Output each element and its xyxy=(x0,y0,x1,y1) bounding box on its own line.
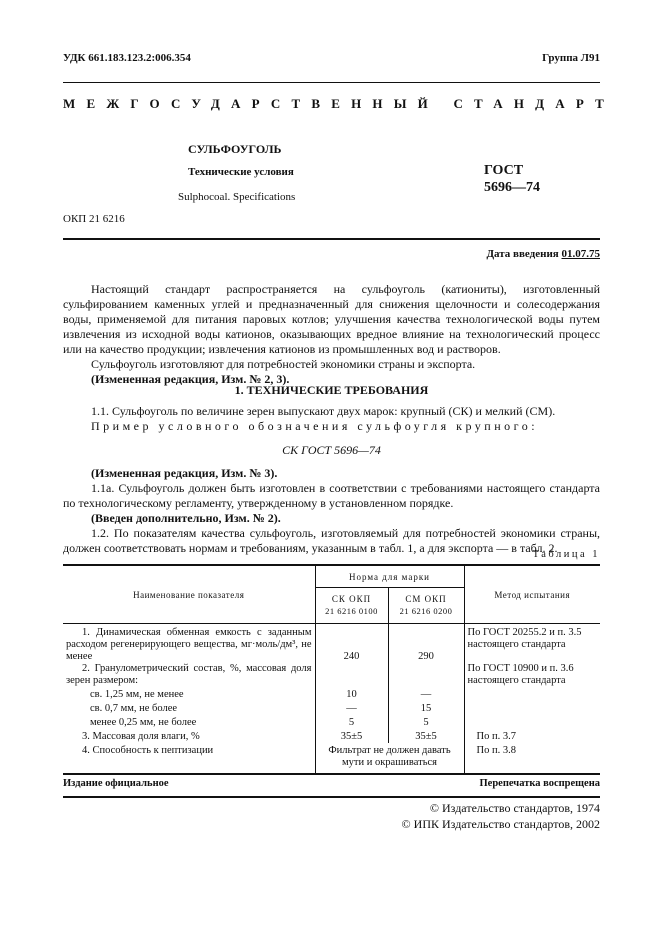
group-code: Группа Л91 xyxy=(542,52,600,64)
row-2-sm xyxy=(388,663,464,687)
row-6-sm: 35±5 xyxy=(388,729,464,743)
row-2-method: По ГОСТ 10900 и п. 3.6 настоящего стандарта xyxy=(464,663,600,687)
table-row xyxy=(63,663,600,687)
row-6-method: По п. 3.7 xyxy=(464,729,600,743)
col-header-norm: Норма для марки xyxy=(315,565,464,588)
standard-title-english: Sulphocoal. Specifications xyxy=(178,191,296,203)
designation-example: СК ГОСТ 5696—74 xyxy=(282,443,381,457)
row-3-sm: — xyxy=(388,687,464,701)
row-2-name: 2. Гранулометрический состав, %, массовая доля зерен размером: xyxy=(66,663,312,686)
table-row xyxy=(63,701,600,715)
col-header-sk xyxy=(315,588,388,624)
col-header-sm-code: 21 6216 0200 xyxy=(399,606,453,616)
row-3-method xyxy=(464,687,600,701)
table-caption: Таблица 1 xyxy=(532,549,600,560)
intro-date xyxy=(486,248,600,260)
table-row xyxy=(63,715,600,729)
okp-code: ОКП 21 6216 xyxy=(63,213,125,225)
clause-1-1: 1.1. Сульфоуголь по величине зерен выпускают двух марок: крупный (СК) и мелкий (СМ). xyxy=(91,404,556,418)
title-divider xyxy=(63,238,600,240)
row-4-sm: 15 xyxy=(388,701,464,715)
standard-title: СУЛЬФОУГОЛЬ xyxy=(188,142,282,156)
copyright-1974: © Издательство стандартов, 1974 xyxy=(429,801,600,815)
row-6-sk: 35±5 xyxy=(315,729,388,743)
row-3-name: св. 1,25 мм, не менее xyxy=(90,689,184,700)
gost-number: 5696—74 xyxy=(484,180,540,195)
section-body xyxy=(63,404,600,556)
row-4-sk: — xyxy=(315,701,388,715)
intro-text xyxy=(63,282,600,387)
intro-date-value: 01.07.75 xyxy=(561,248,600,260)
official-edition: Издание официальное xyxy=(63,778,169,789)
row-7-merged: Фильтрат не должен давать мути и окрашиваться xyxy=(315,743,464,774)
row-5-sm: 5 xyxy=(388,715,464,729)
intro-paragraph-export: Сульфоуголь изготовляют для потребностей экономики страны и экспорта. xyxy=(91,357,476,371)
row-7-name: 4. Способность к пептизации xyxy=(82,745,214,756)
intro-paragraph: Настоящий стандарт распространяется на сульфоуголь (катиониты), изготовленный сульфированием каменных углей и предназначенный для снижения щелочности и солесодержания воды, применяемой для питания паровых котлов; улучшения качества технологической воды путем извлечения из исходной воды катионов, оказывающих вредное влияние на технологический процесс или на качество продукции; извлечения катионов из промышленных вод и растворов. xyxy=(63,282,600,356)
intro-amendment-note: (Измененная редакция, Изм. № 2, 3). xyxy=(91,372,290,386)
col-header-sm-label: СМ ОКП xyxy=(405,594,447,604)
intro-date-label: Дата введения xyxy=(486,248,559,260)
col-header-method: Метод испытания xyxy=(464,565,600,624)
clause-1-1-example: Пример условного обозначения сульфоугля крупного: xyxy=(91,419,539,433)
row-1-sk: 240 xyxy=(315,624,388,664)
top-divider xyxy=(63,82,600,83)
copyright-2002: © ИПК Издательство стандартов, 2002 xyxy=(401,817,600,831)
row-1-method: По ГОСТ 20255.2 и п. 3.5 настоящего стандарта xyxy=(464,624,600,664)
row-5-name: менее 0,25 мм, не более xyxy=(90,717,197,728)
col-header-sm xyxy=(388,588,464,624)
spec-table xyxy=(63,564,600,775)
footer-divider xyxy=(63,796,600,798)
row-5-sk: 5 xyxy=(315,715,388,729)
udk-code: УДК 661.183.123.2:006.354 xyxy=(63,52,191,64)
section-heading: 1. ТЕХНИЧЕСКИЕ ТРЕБОВАНИЯ xyxy=(234,383,429,397)
row-6-name: 3. Массовая доля влаги, % xyxy=(82,731,200,742)
clause-1-2: 1.2. По показателям качества сульфоуголь, изготовляемый для потребностей экономики страны, должен соответствовать нормам и требованиям, указанным в табл. 1, а для экспорта — в табл. 2. xyxy=(63,526,600,555)
row-7-method: По п. 3.8 xyxy=(464,743,600,774)
row-3-sk: 10 xyxy=(315,687,388,701)
row-4-method xyxy=(464,701,600,715)
table-row xyxy=(63,687,600,701)
table-row xyxy=(63,624,600,664)
row-1-name: 1. Динамическая обменная емкость с заданным расходом регенерирующего вещества, мг·моль/дм³, не менее xyxy=(66,627,312,662)
col-header-sk-code: 21 6216 0100 xyxy=(325,606,378,616)
col-header-sk-label: СК ОКП xyxy=(331,594,372,604)
table-row xyxy=(63,729,600,743)
row-5-method xyxy=(464,715,600,729)
clause-1-1a-note: (Введен дополнительно, Изм. № 2). xyxy=(91,511,281,525)
standard-banner: МЕЖГОСУДАРСТВЕННЫЙ СТАНДАРТ xyxy=(63,96,616,111)
col-header-name: Наименование показателя xyxy=(63,565,315,624)
gost-label: ГОСТ xyxy=(484,163,524,178)
row-2-sk xyxy=(315,663,388,687)
standard-subtitle: Технические условия xyxy=(188,166,294,178)
reprint-notice: Перепечатка воспрещена xyxy=(479,778,600,789)
row-1-sm: 290 xyxy=(388,624,464,664)
clause-1-1a: 1.1а. Сульфоуголь должен быть изготовлен в соответствии с требованиями настоящего стандарта по технологическому регламенту, утвержденному в установленном порядке. xyxy=(63,481,600,510)
table-row xyxy=(63,743,600,774)
clause-1-1-note: (Измененная редакция, Изм. № 3). xyxy=(91,466,278,480)
row-4-name: св. 0,7 мм, не более xyxy=(90,703,178,714)
